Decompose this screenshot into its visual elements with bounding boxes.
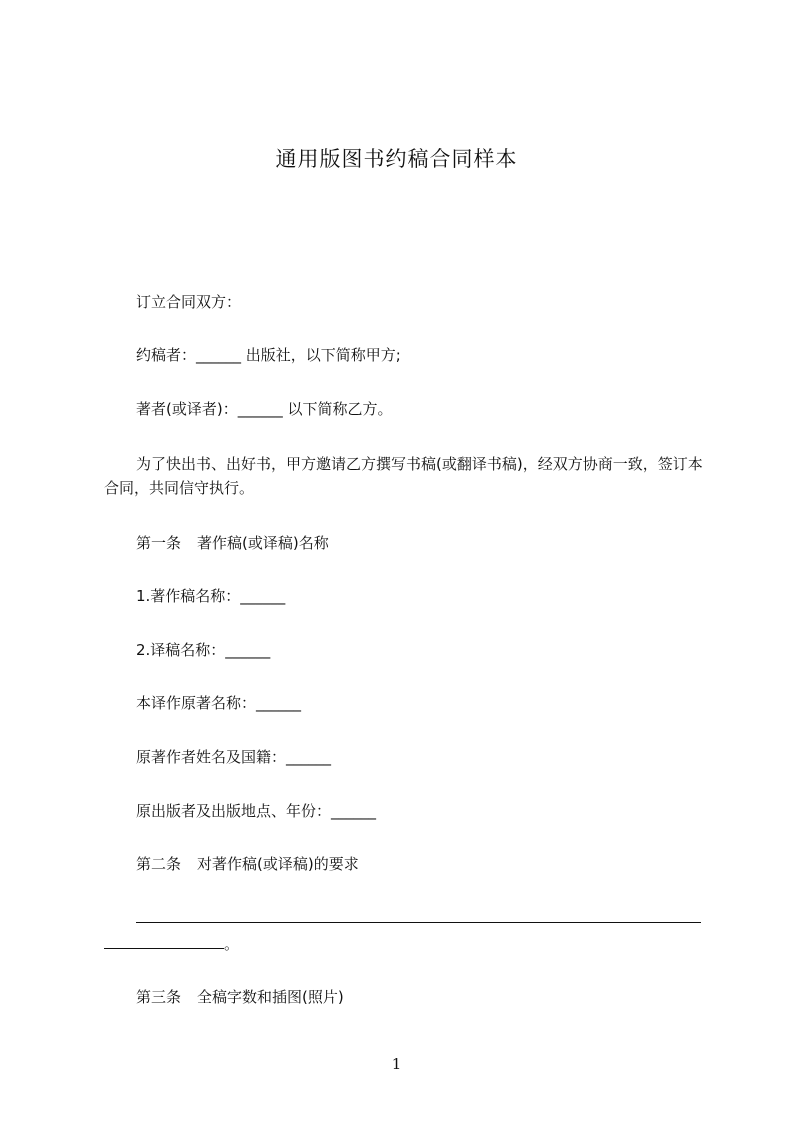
paragraph-preamble: 为了快出书、出好书，甲方邀请乙方撰写书稿(或翻译书稿)，经双方协商一致，签订本合同，共同信守执行。 xyxy=(104,455,703,497)
document-title: 通用版图书约稿合同样本 xyxy=(275,147,518,171)
article-2-blank-line-2 xyxy=(104,932,239,956)
paragraph-parties: 订立合同双方： xyxy=(136,293,242,311)
article-3-heading xyxy=(136,985,344,1009)
article-1-number: 第一条 xyxy=(136,534,182,552)
article-1-item-2: 2.译稿名称：______ xyxy=(136,641,271,659)
page-number: 1 xyxy=(391,1055,402,1073)
article-2-heading xyxy=(136,852,359,876)
end-mark: 。 xyxy=(224,935,240,953)
paragraph-party-a: 约稿者：______ 出版社，以下简称甲方; xyxy=(136,346,401,364)
article-3-number: 第三条 xyxy=(136,988,182,1006)
article-2-number: 第二条 xyxy=(136,855,182,873)
article-1-heading xyxy=(136,531,329,555)
article-1-item-4: 原著作者姓名及国籍：______ xyxy=(136,748,332,766)
blank-underline xyxy=(104,934,224,949)
article-2-blank-line-1 xyxy=(136,906,701,930)
article-2-title: 对著作稿(或译稿)的要求 xyxy=(197,855,359,873)
article-1-item-1: 1.著作稿名称：______ xyxy=(136,587,286,605)
blank-underline xyxy=(136,908,701,923)
paragraph-party-b: 著者(或译者)：______ 以下简称乙方。 xyxy=(136,400,393,418)
article-1-item-3: 本译作原著名称：______ xyxy=(136,694,302,712)
article-3-title: 全稿字数和插图(照片) xyxy=(197,988,344,1006)
article-1-title: 著作稿(或译稿)名称 xyxy=(197,534,329,552)
article-1-item-5: 原出版者及出版地点、年份：______ xyxy=(136,802,377,820)
